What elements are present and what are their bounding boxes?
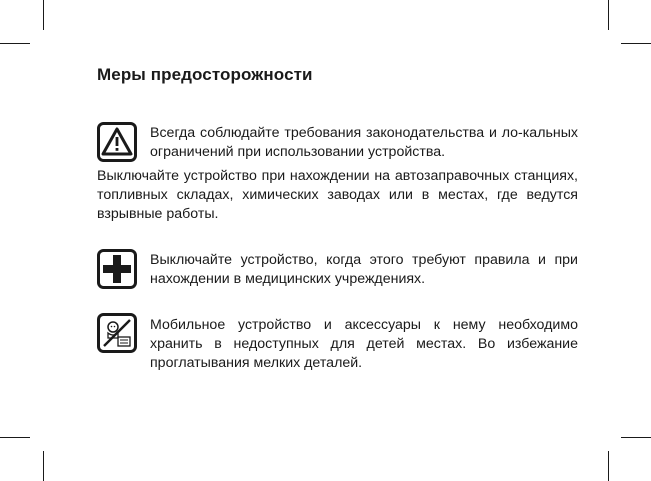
crop-mark bbox=[0, 437, 30, 438]
crop-mark bbox=[43, 451, 44, 481]
warning-triangle-icon bbox=[97, 122, 137, 162]
medical-cross-icon bbox=[97, 249, 137, 289]
crop-mark bbox=[608, 0, 609, 30]
precaution-text: Выключайте устройство при нахождении на автозаправочных станциях, топливных складах, химических заводах или в местах, где ведутся взрывные работы. bbox=[97, 168, 578, 222]
crop-mark bbox=[43, 0, 44, 30]
page-title: Меры предосторожности bbox=[97, 65, 313, 84]
crop-mark bbox=[621, 43, 651, 44]
crop-mark bbox=[621, 437, 651, 438]
crop-mark bbox=[608, 451, 609, 481]
precaution-text: Выключайте устройство, когда этого требуют правила и при нахождении в медицинских учреждениях. bbox=[150, 252, 578, 287]
crop-mark bbox=[0, 43, 30, 44]
precaution-text: Всегда соблюдайте требования законодательства и ло-кальных ограничений при использовании устройства. bbox=[150, 125, 578, 160]
precaution-text: Мобильное устройство и аксессуары к нему необходимо хранить в недоступных для детей местах. Во избежание проглатывания мелких деталей. bbox=[150, 317, 578, 371]
no-small-children-icon bbox=[97, 313, 137, 353]
